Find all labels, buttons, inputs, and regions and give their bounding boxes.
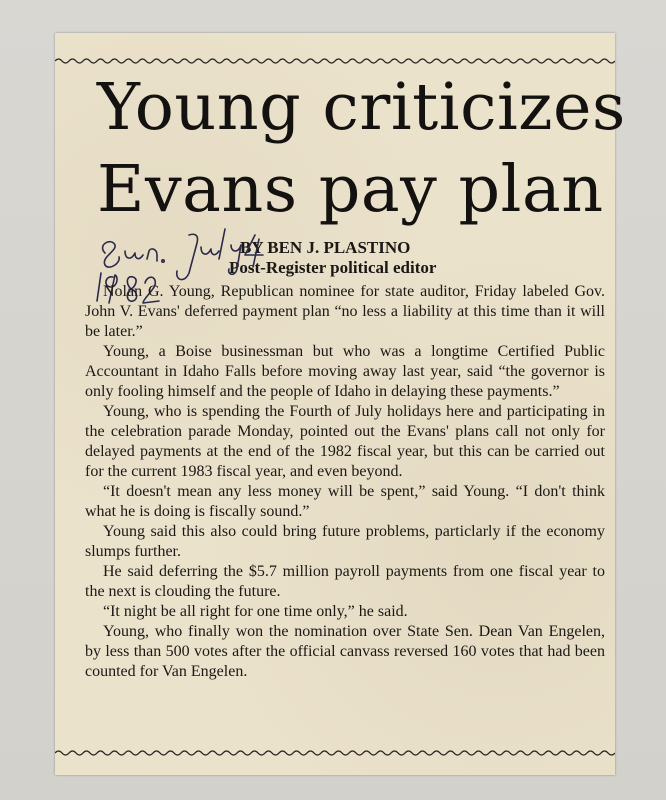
headline-line-2: Evans pay plan xyxy=(97,152,604,227)
article-paragraph: Nolan G. Young, Republican nominee for state auditor, Friday labeled Gov. John V. Evans' deferred payment plan “no less a liability at this time than it will be later.” xyxy=(85,283,605,340)
newspaper-clipping xyxy=(55,33,626,775)
article-paragraph: Young, who is spending the Fourth of July holidays here and participating in the celebration parade Monday, pointed out the Evans' plans call not only for delayed payments at the end of the 1982 fiscal year, but this can be carried out for the current 1983 fiscal year, and even beyond. xyxy=(85,403,605,480)
headline-line-1: Young criticizes xyxy=(97,70,626,145)
article-paragraph: He said deferring the $5.7 million payroll payments from one fiscal year to the next is clouding the future. xyxy=(85,563,605,600)
byline-author: BY BEN J. PLASTINO xyxy=(240,238,411,257)
article-paragraph: “It night be all right for one time only,” he said. xyxy=(103,603,408,620)
article-paragraph: Young, who finally won the nomination over State Sen. Dean Van Engelen, by less than 500 votes after the official canvass reversed 160 votes that had been counted for Van Engelen. xyxy=(85,623,605,680)
article-body xyxy=(85,282,605,682)
wavy-border-top xyxy=(55,57,615,65)
byline-title: Post-Register political editor xyxy=(229,258,437,277)
article-paragraph: Young said this also could bring future problems, particlarly if the economy slumps further. xyxy=(85,523,605,560)
article-paragraph: “It doesn't mean any less money will be spent,” said Young. “I don't think what he is doing is fiscally sound.” xyxy=(85,483,605,520)
wavy-border-bottom xyxy=(55,749,615,757)
headline xyxy=(97,67,626,231)
article-paragraph: Young, a Boise businessman but who was a longtime Certified Public Accountant in Idaho Falls before moving away last year, said “the governor is only fooling himself and the people of Idaho in delaying these payments.” xyxy=(85,343,605,400)
